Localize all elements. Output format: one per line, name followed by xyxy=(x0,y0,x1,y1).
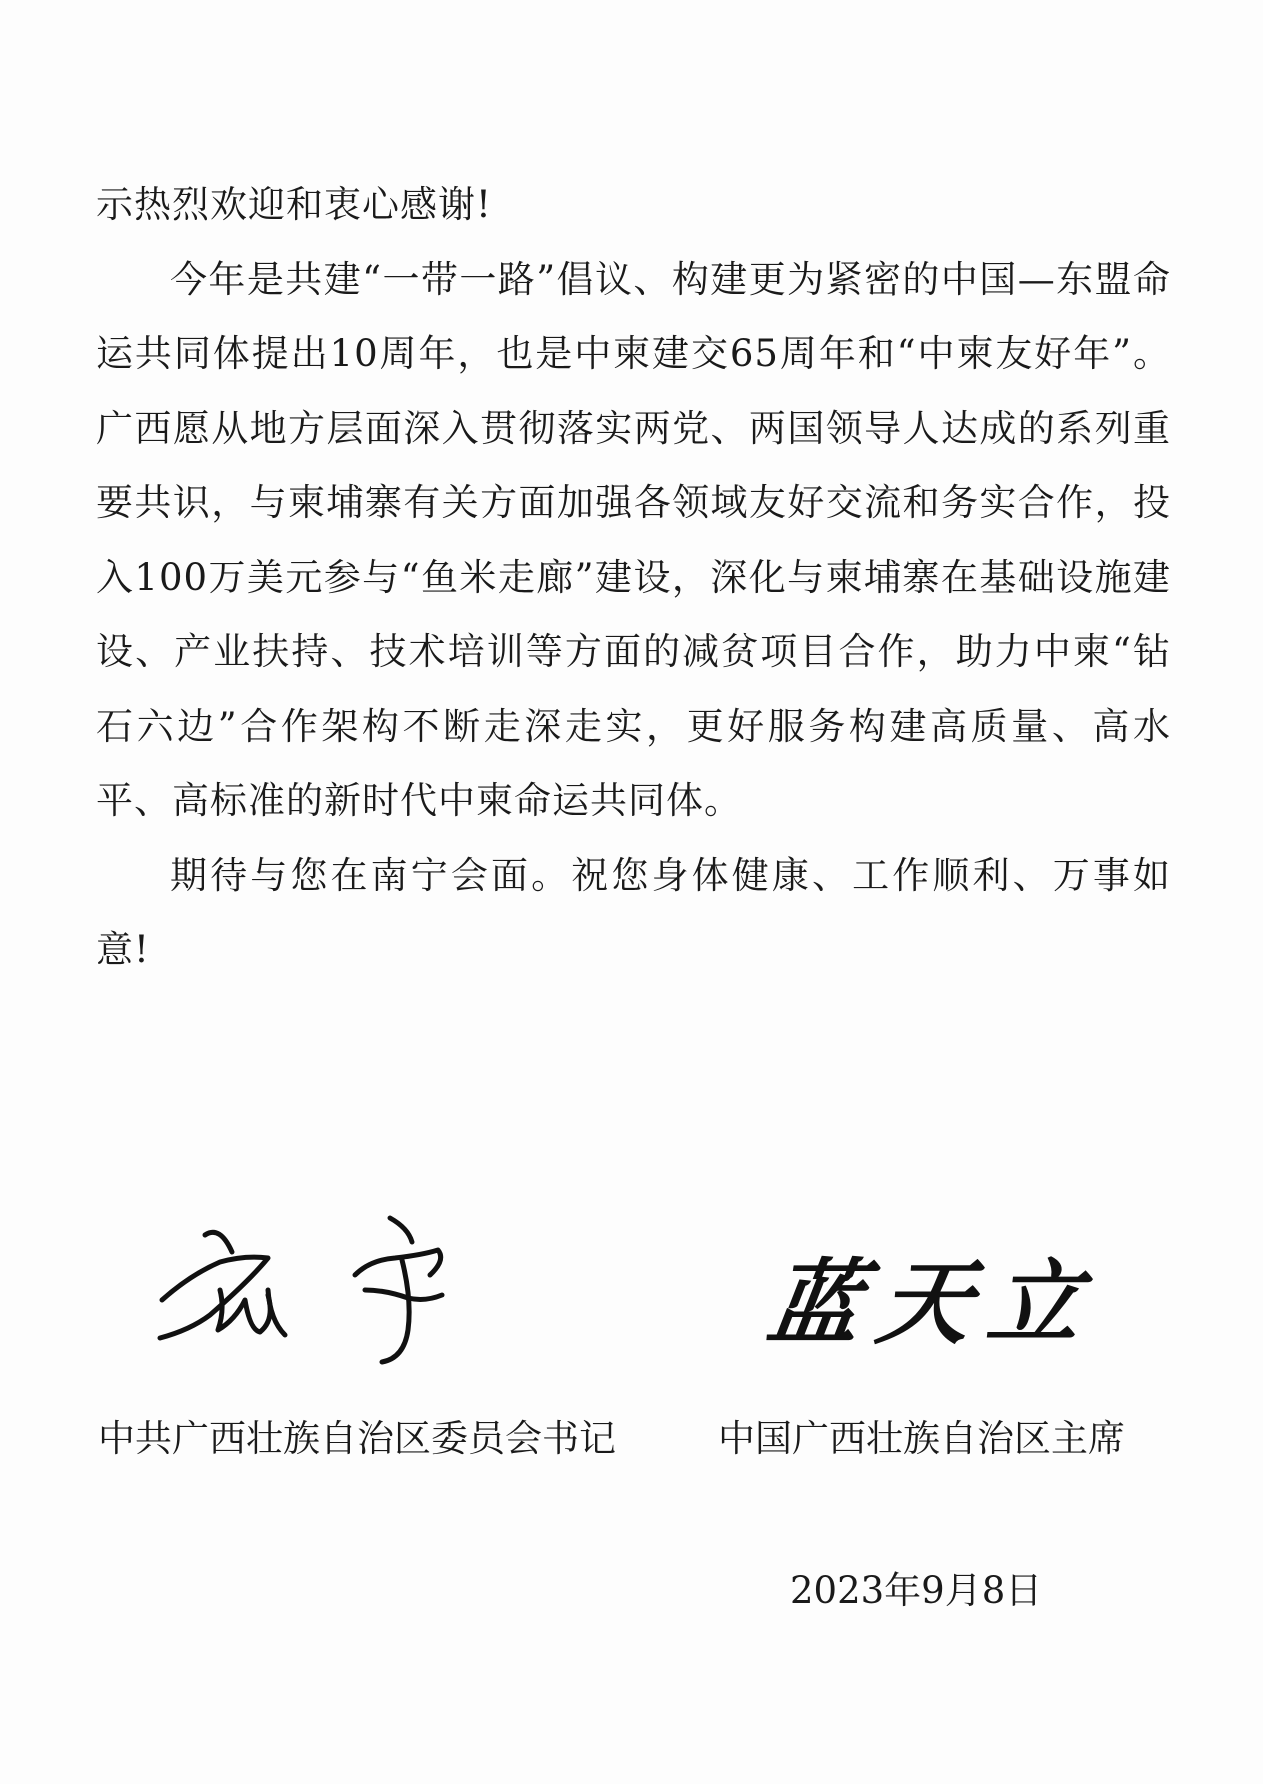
letter-body xyxy=(96,168,1171,988)
letter-date: 2023年9月8日 xyxy=(790,1569,1043,1612)
signatory-title-left: 中共广西壮族自治区委员会书记 xyxy=(98,1417,616,1460)
paragraph-3: 期待与您在南宁会面。祝您身体健康、工作顺利、万事如意! xyxy=(96,853,1171,971)
signature-area xyxy=(0,1180,1263,1380)
signature-left xyxy=(150,1180,520,1380)
paragraph-1: 示热烈欢迎和衷心感谢! xyxy=(96,183,492,226)
signature-right xyxy=(761,1200,1140,1380)
handwritten-signature-left xyxy=(150,1180,520,1380)
paragraph-2: 今年是共建“一带一路”倡议、构建更为紧密的中国—东盟命运共同体提出10周年，也是中柬建交65周年和“中柬友好年”。广西愿从地方层面深入贯彻落实两党、两国领导人达成的系列重要共识，与柬埔寨有关方面加强各领域友好交流和务实合作，投入100万美元参与“鱼米走廊”建设，深化与柬埔寨在基础设施建设、产业扶持、技术培训等方面的减贫项目合作，助力中柬“钻石六边”合作架构不断走深走实，更好服务构建高质量、高水平、高标准的新时代中柬命运共同体。 xyxy=(96,257,1171,822)
handwritten-signature-right: 蓝天立 xyxy=(761,1249,1107,1357)
signatory-title-right: 中国广西壮族自治区主席 xyxy=(718,1417,1125,1460)
